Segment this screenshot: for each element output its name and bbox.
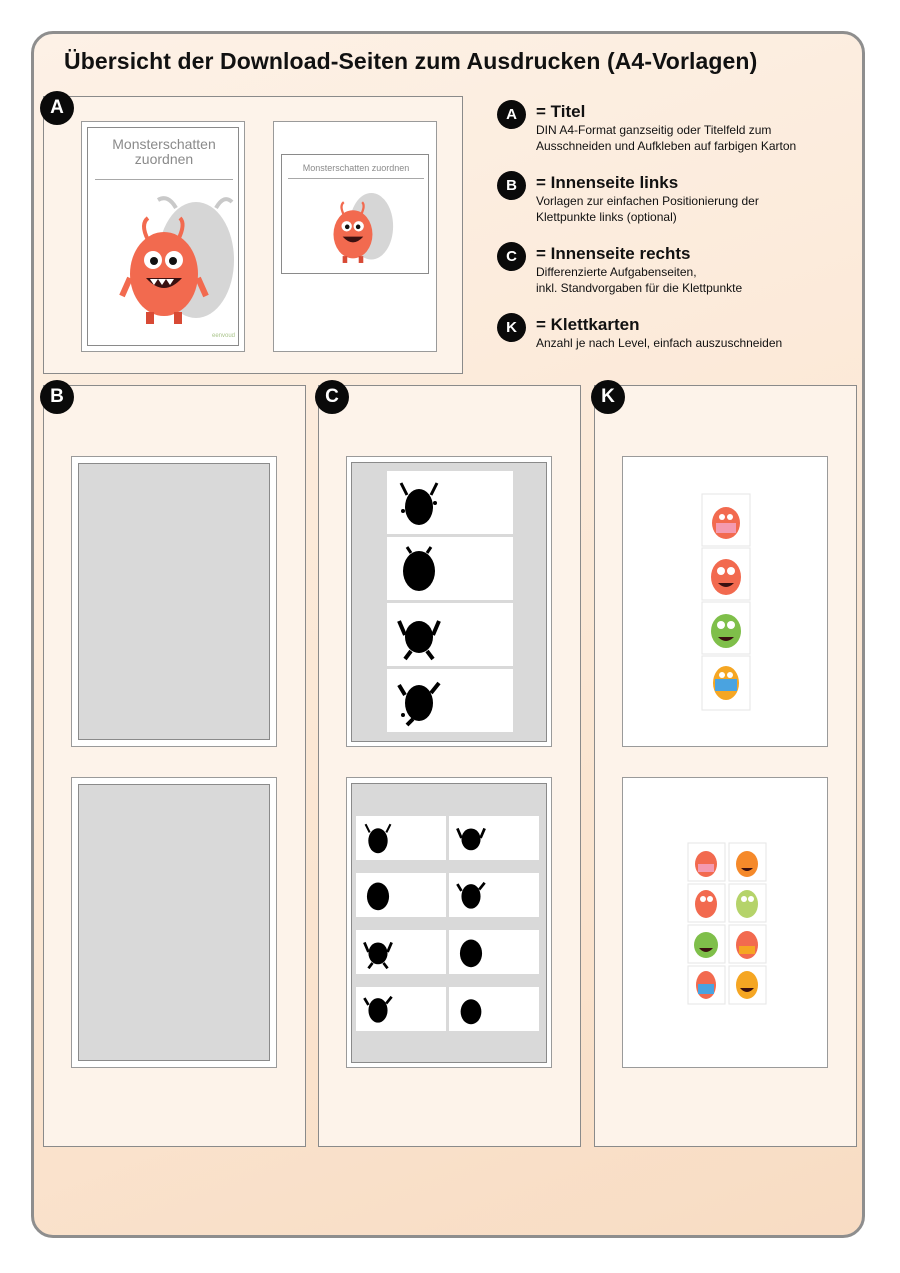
legend-text-c: Differenzierte Aufgabenseiten, inkl. Standvorgaben für die Klettpunkte [536, 265, 743, 295]
badge-a: A [40, 91, 74, 125]
page-title: Übersicht der Download-Seiten zum Ausdrucken (A4-Vorlagen) [64, 48, 758, 74]
left-page-1 [71, 456, 277, 747]
shadow-silhouette [456, 820, 486, 856]
right-page-level-2 [346, 777, 552, 1068]
legend-text-b: Vorlagen zur einfachen Positionierung der Klettpunkte links (optional) [536, 194, 759, 224]
shadow-silhouette [397, 609, 441, 661]
shadow-silhouette [399, 543, 439, 595]
monster-cards-grid [687, 842, 767, 1006]
cover-title-small: Monsterschatten zuordnen [302, 163, 410, 173]
legend-badge-b: B [497, 171, 526, 200]
legend-text-k: Anzahl je nach Level, einfach auszuschneiden [536, 336, 783, 350]
cover-logo: eenvoud [212, 333, 236, 339]
legend-heading-b: = Innenseite links [536, 173, 679, 192]
left-page-2 [71, 777, 277, 1068]
legend-badge-a: A [497, 100, 526, 129]
legend-badge-k: K [497, 313, 526, 342]
legend-badge-c: C [497, 242, 526, 271]
monster-illustration [118, 188, 238, 338]
shadow-silhouette [363, 991, 393, 1027]
legend-heading-k: = Klettkarten [536, 315, 640, 334]
shadow-silhouette [456, 934, 486, 970]
shadow-silhouette [363, 877, 393, 913]
shadow-silhouette [456, 991, 486, 1027]
monster-illustration-small [326, 185, 396, 271]
badge-b: B [40, 380, 74, 414]
badge-k: K [591, 380, 625, 414]
cover-title: Monsterschatten zuordnen [112, 136, 216, 167]
velcro-cards-page-2 [622, 777, 828, 1068]
shadow-silhouette [399, 477, 439, 529]
shadow-silhouette [363, 934, 393, 970]
monster-cards-column [701, 493, 751, 713]
shadow-silhouette [363, 820, 393, 856]
cover-sheet-field [273, 121, 437, 352]
cover-sheet-full [81, 121, 245, 352]
velcro-cards-page-1 [622, 456, 828, 747]
legend-heading-c: = Innenseite rechts [536, 244, 691, 263]
right-page-level-1 [346, 456, 552, 747]
legend-heading-a: = Titel [536, 102, 586, 121]
shadow-silhouette [456, 877, 486, 913]
legend-text-a: DIN A4-Format ganzseitig oder Titelfeld zum Ausschneiden und Aufkleben auf farbigen Karton [536, 123, 797, 153]
badge-c: C [315, 380, 349, 414]
shadow-silhouette [397, 675, 441, 727]
